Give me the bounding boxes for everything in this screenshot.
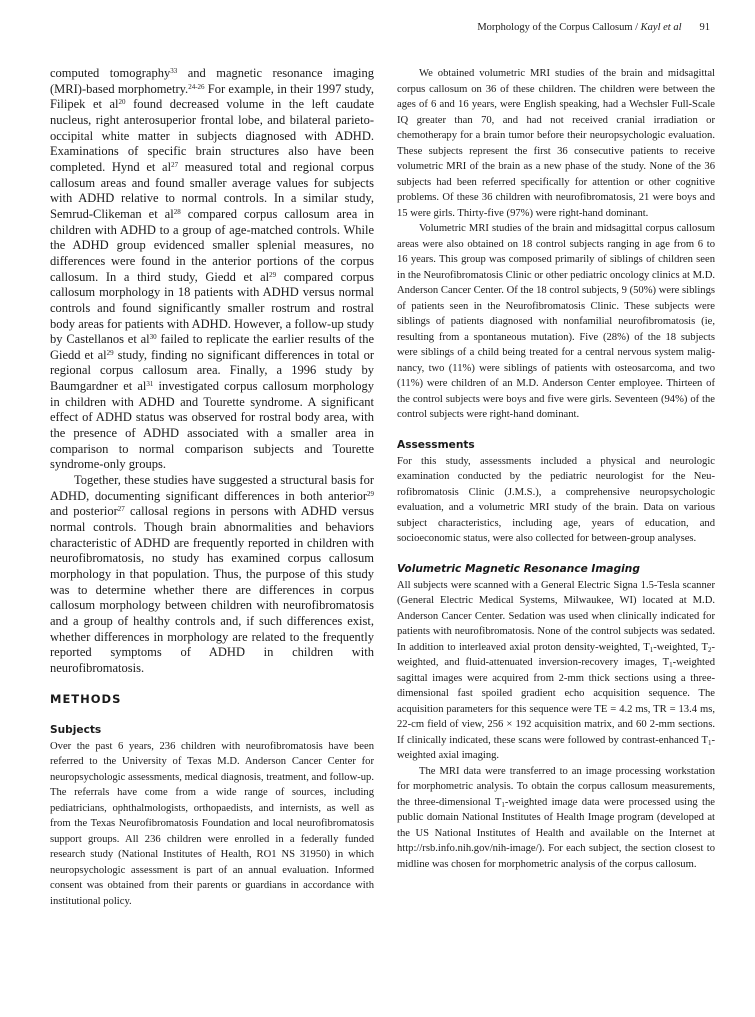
controls-paragraph: Volumetric MRI studies of the brain and midsagittal corpus callosum areas were also obtained on 18 control subjects ranging in age from 6 to 16 years. This group was composed primarily of siblings of children seen in the Neurofibromatosis Clinic or other pediatric oncology clinics at M.D. Anderson Cancer Center. Of the 18 control subjects, 9 (50%) were siblings of patients seen in the Neurofibromatosis Clinic. These subjects were siblings of patients diagnosed with nonfamilial neurofibromatosis (ie, resulting from a spontaneous mutation). Five (28%) of the 18 subjects were siblings of a child being treated for a central nervous system malignancy, two (11%) were siblings of patients with osteosarcoma, and two (11%) were children of an M.D. Anderson Center employee. Thirteen of the control subjects were boys and five were girls. Seventeen (94%) of the control subjects were right-hand dominant. <box>397 223 715 420</box>
text-run: -weighted image data were processed using the public domain National Institutes of Health Image program (developed at the US National Institutes of Health and available on the Internet at http://rsb.info.nih.gov/nih-image/). For each subject, the section closest to midline was chosen for morphometric analysis of the corpus callosum. <box>397 796 715 870</box>
citation-ref: 27 <box>117 505 125 514</box>
text-run: callosal regions in persons with ADHD versus normal controls. Though brain abnormalities and behaviors characteristic of ADHD are frequently reported in children with neurofibromatosis, no study has examined corpus callosum morphology in that population. Thus, the purpose of this study was to determine whether there are differences in corpus callosum morphology between children with neurofibromatosis and a group of healthy controls and, if such differences exist, whether differences in morphology are related to the frequently reported symptoms of ADHD in children with neurofibromatosis. <box>50 504 374 675</box>
citation-ref: 29 <box>106 348 114 357</box>
text-run: compared corpus callosum morphology in 18 patients with ADHD versus normal controls and found significantly smaller rostrum and rostral body areas for patients with ADHD. However, a follow-up study by Castellanos et al <box>50 269 374 347</box>
subjects-paragraph-2: We obtained volumetric MRI studies of the brain and midsagittal corpus callosum on 36 of these children. The children were between the ages of 6 and 16 years, were English speaking, had a Wechsler Full-Scale IQ greater than 70, and had not received cranial irradiation or chemotherapy for a brain tumor before their neuropsychologic evaluation. These subjects represent the first 36 consecutive patients to receive volumetric MRI of the brain as a new phase of the study. None of the 36 subjects had been referred specifically for attention or other cognitive problems. Of these 36 children with neurofibromatosis, 21 were boys and 15 were girls. Thirty-five (97%) were right-hand dominant. <box>397 68 715 219</box>
subjects-paragraph: Over the past 6 years, 236 children with neurofibromatosis have been referred to the University of Texas M.D. Anderson Cancer Center for neuropsychologic assessments, medical diagnosis, treatment, and follow-up. The referrals have come from a wide range of sources, including pediatricians, ophthalmologists, orthopaedists, and internists, as well as from the Texas Neurofibromatosis Foundation and local neurofibromatosis support groups. All 236 children were enrolled in a federally funded research study (National Institutes of Health, RO1 NS 31950) in which neuropsychologic assessment is part of an annual evaluation. Informed consent was obtained from their parents or guardians in accordance with institutional policy. <box>50 740 374 907</box>
page-number: 91 <box>699 22 710 33</box>
text-run: -weighted axial imaging. <box>397 734 715 762</box>
running-head <box>40 22 710 33</box>
assessments-paragraph: For this study, assessments included a physical and neurologic examination conducted by the pediatric neurologist for the Neurofibromatosis Clinic (J.M.S.), a comprehensive neuropsychologic evaluation, and a volumetric MRI study of the brain. Data on various subject characteristics, including age, years of education, and socioeconomic status, were also collected for between-group analyses. <box>397 455 715 545</box>
text-run: For example, in their 1997 study, Filipek et al <box>50 81 374 112</box>
citation-ref: 29 <box>269 270 277 279</box>
assessments-heading: Assessments <box>397 439 475 452</box>
citation-ref: 28 <box>173 207 181 216</box>
vmri-heading: Volumetric Magnetic Resonance Imaging <box>397 563 640 576</box>
subscript: 1 <box>501 800 505 809</box>
text-run: compared corpus callosum area in children with ADHD to a group of age-matched controls. While the ADHD group evidenced smaller splenial measures, no differences were found in the anterior portions of the corpus callosum. In a third study, Giedd et al <box>50 206 374 284</box>
text-run: found decreased volume in the left caudate nucleus, right anterosuperior frontal lobe, and bilateral parieto-occipital white matter in subjects diagnosed with ADHD. Examinations of specific brain structures also have been completed. Hynd et al <box>50 97 374 174</box>
subscript: 1 <box>649 645 654 654</box>
citation-ref: 31 <box>146 380 154 389</box>
text-run: All subjects were scanned with a General Electric Signa 1.5-Tesla scanner (General Electric Medical Systems, Milwaukee, WI) located at M.D. Anderson Cancer Center. Sedation was used when clinically indicated for patients with neurofibromatosis. None of the control subjects was sedated. In addition to interleaved axial proton density-weighted, T <box>397 579 715 653</box>
citation-ref: 27 <box>171 160 179 169</box>
intro-paragraph-1 <box>50 66 374 473</box>
intro-paragraph-2 <box>50 473 374 677</box>
vmri-paragraph-1 <box>397 578 715 764</box>
subjects-heading: Subjects <box>50 724 102 737</box>
text-run: and magnetic resonance imaging (MRI)-based morphometry. <box>50 66 374 96</box>
subscript: 1 <box>669 661 673 670</box>
text-run: failed to replicate the earlier results of the Giedd et al <box>50 332 374 362</box>
text-run: study, finding no significant differences in total or regional corpus callosum area. Finally, a 1996 study by Baumgardner et al <box>50 347 374 394</box>
running-authors: Kayl et al <box>640 22 682 33</box>
citation-ref: 24-26 <box>188 82 205 91</box>
text-run: The MRI data were transferred to an image processing workstation for morphometric analysis. To obtain the corpus callosum measurements, the three-dimensional T <box>397 765 715 808</box>
citation-ref: 33 <box>170 67 178 75</box>
methods-heading: METHODS <box>50 692 122 707</box>
subscript: 1 <box>707 738 712 747</box>
left-column <box>50 66 374 909</box>
text-run: -weighted, T <box>653 641 708 653</box>
text-run: investigated corpus callosum morphology in children with ADHD and Tourette syndrome. A significant effect of ADHD status was observed for rostral body area, with the presence of ADHD associated with a smaller area in comparison to normal comparison subjects and Tourette syndrome-only groups. <box>50 379 374 472</box>
text-run: -weighted sagittal images were acquired from 2-mm thick sections using a three-dimensional fast spoiled gradient echo acquisition sequence. The acquisition parameters for this sequence were TE = 4.2 ms, TR = 13.4 ms, 22-cm field of view, 256 × 192 acquisition matrix, and 60 2-mm sections. If clinically indicated, these scans were followed by contrast-enhanced T <box>397 657 715 746</box>
citation-ref: 29 <box>367 489 374 498</box>
text-run: measured total and regional corpus callosum areas and found smaller average values for subjects with ADHD relative to normal controls. In a similar study, Semrud-Clikeman et al <box>50 159 374 221</box>
citation-ref: 30 <box>149 333 157 342</box>
citation-ref: 20 <box>118 98 126 107</box>
text-run: -weighted, and fluid-attenuated inversion-recovery images, T <box>397 641 716 669</box>
vmri-paragraph-2 <box>397 764 715 873</box>
running-title: Morphology of the Corpus Callosum / <box>477 22 641 33</box>
text-run: Together, these studies have suggested a structural basis for ADHD, documenting significant differences in both anterior <box>50 473 374 503</box>
right-column <box>397 66 715 872</box>
subscript: 2 <box>707 645 712 654</box>
text-run: and posterior <box>50 504 118 519</box>
text-run: computed tomography <box>50 66 171 80</box>
